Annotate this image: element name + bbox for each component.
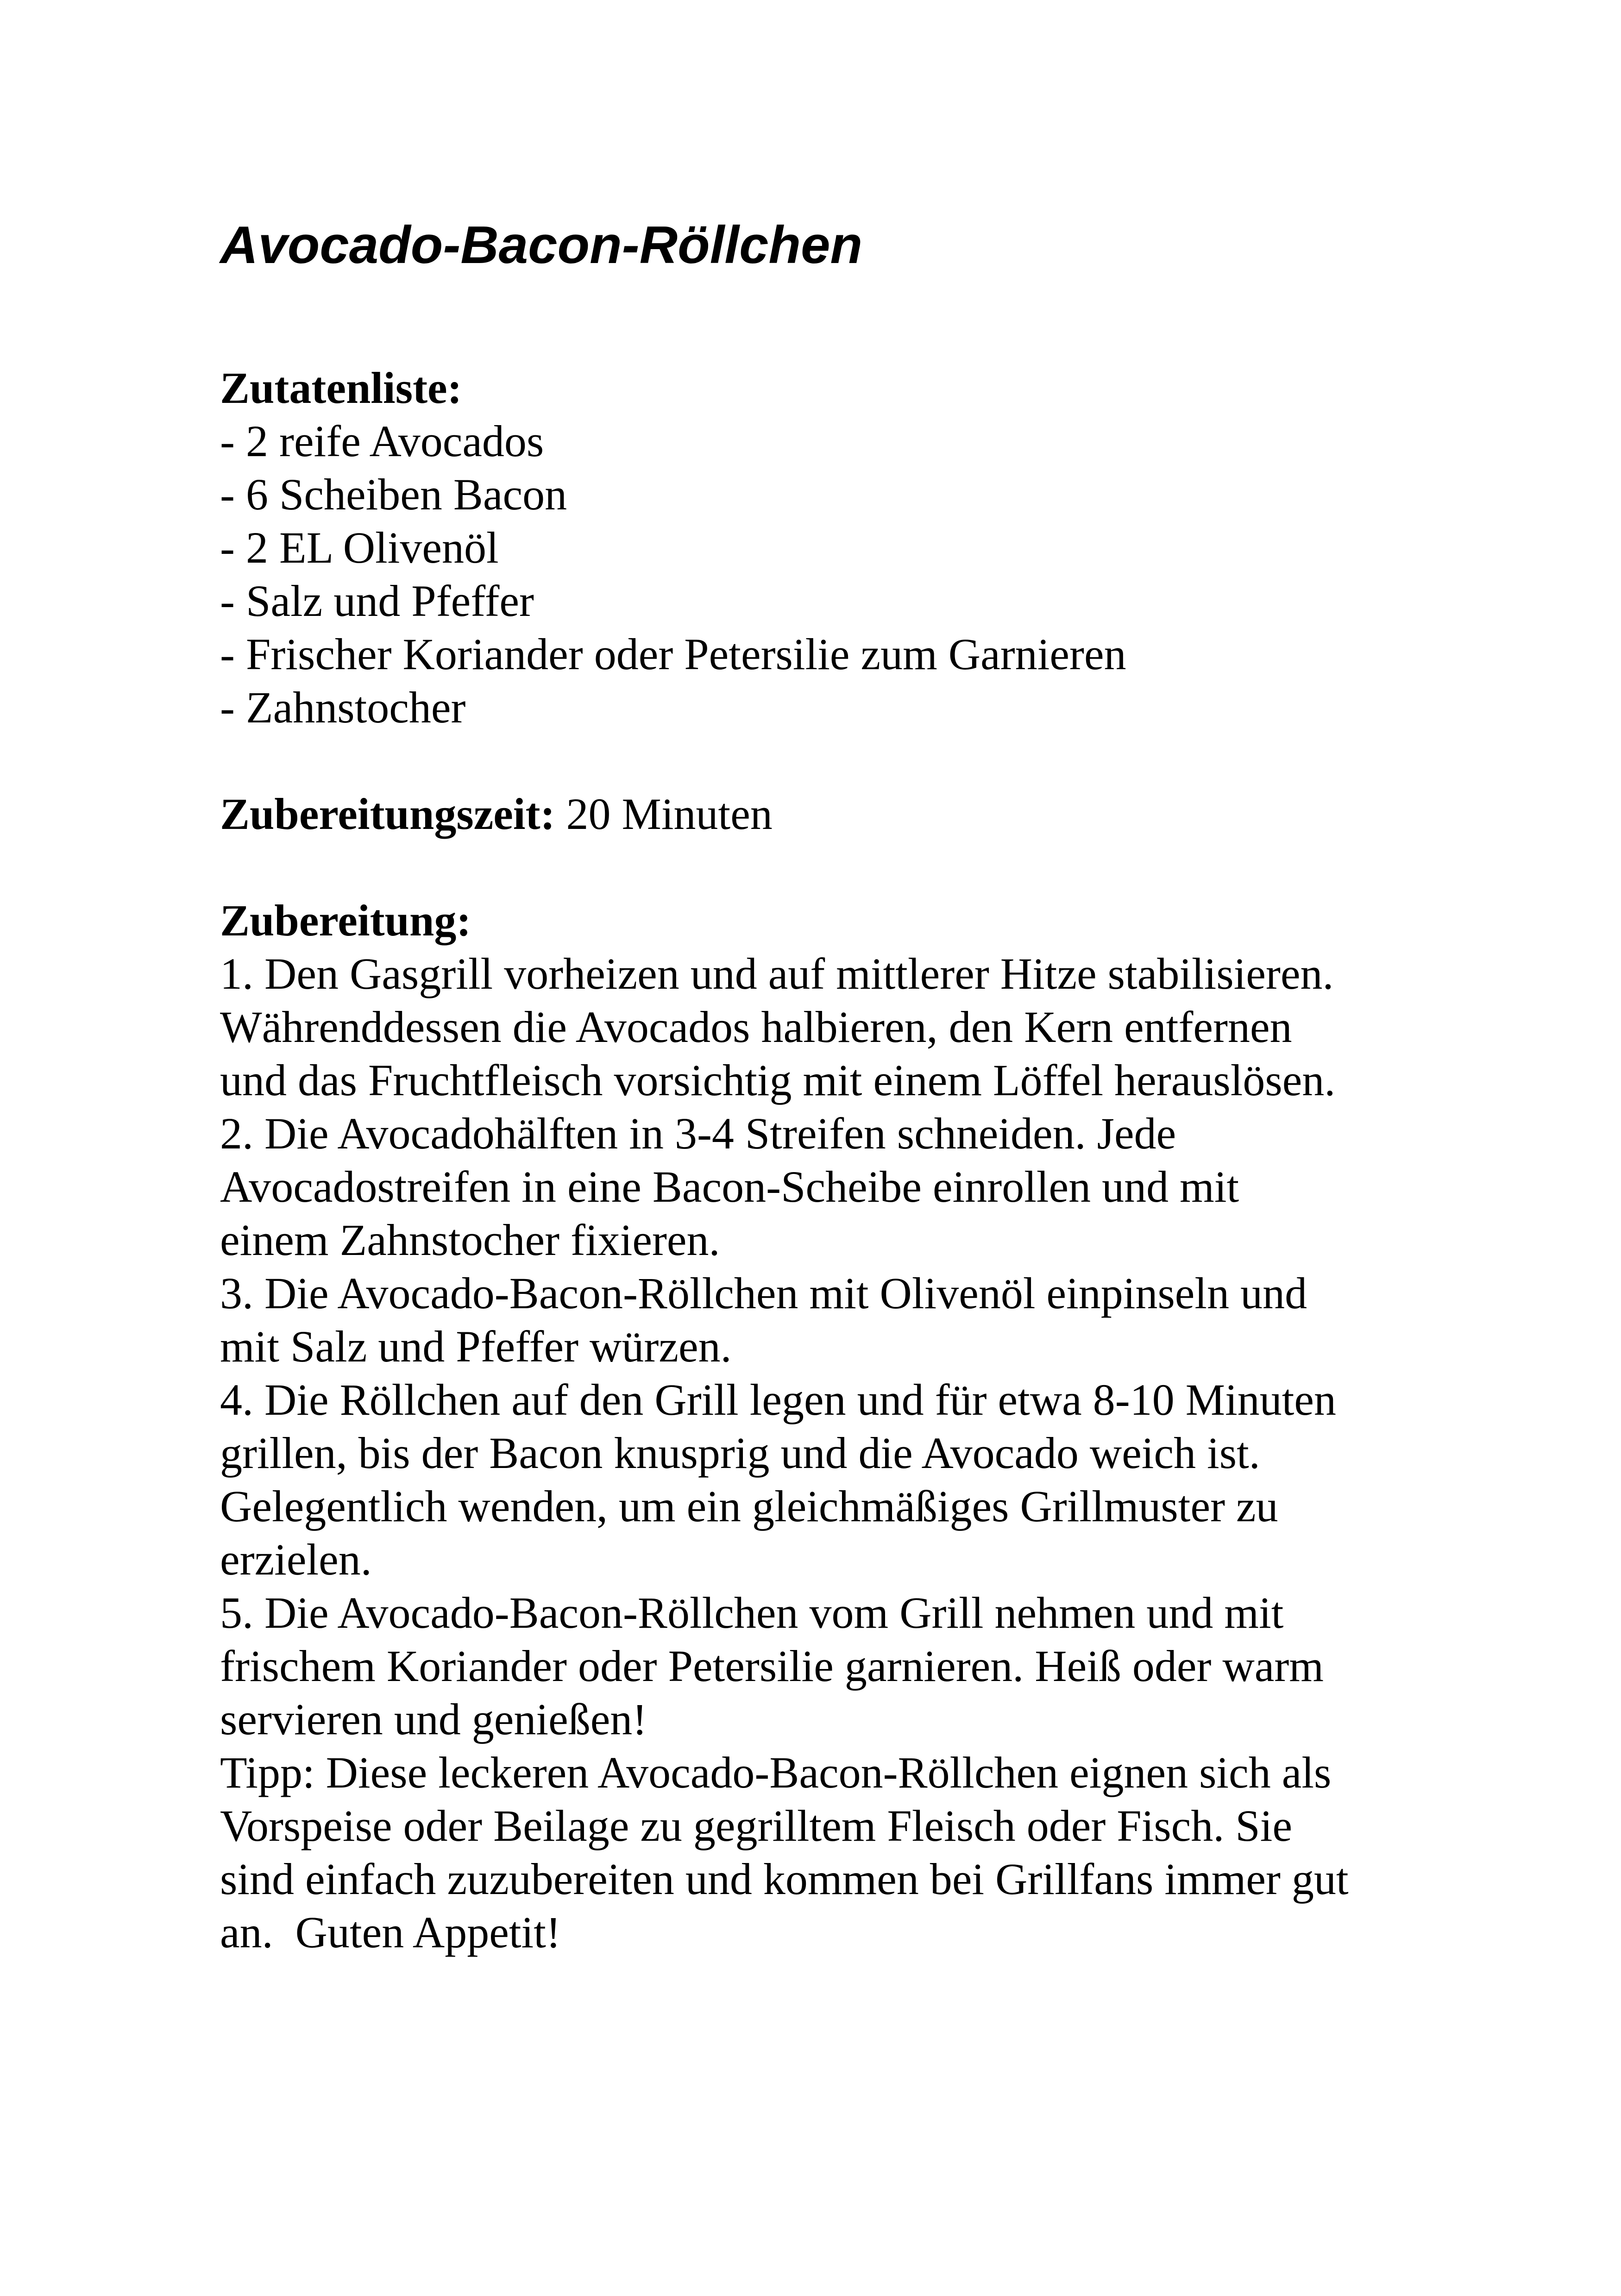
preparation-line: servieren und genießen! [220, 1694, 647, 1744]
preparation-line: einem Zahnstocher fixieren. [220, 1215, 720, 1265]
preparation-line: Avocadostreifen in eine Bacon-Scheibe einrollen und mit [220, 1162, 1239, 1211]
ingredient-item: - 2 EL Olivenöl [220, 523, 499, 572]
ingredients-heading: Zutatenliste: [220, 363, 462, 413]
preparation-line: 5. Die Avocado-Bacon-Röllchen vom Grill nehmen und mit [220, 1588, 1284, 1637]
preparation-line: grillen, bis der Bacon knusprig und die Avocado weich ist. [220, 1428, 1260, 1478]
preparation-line: 2. Die Avocadohälften in 3-4 Streifen schneiden. Jede [220, 1109, 1176, 1158]
preparation-line: 4. Die Röllchen auf den Grill legen und für etwa 8-10 Minuten [220, 1375, 1337, 1424]
preparation-section [220, 894, 1470, 1959]
ingredient-item: - 6 Scheiben Bacon [220, 470, 567, 519]
title-spacer [220, 278, 1470, 361]
ingredient-item: - Frischer Koriander oder Petersilie zum Garnieren [220, 629, 1126, 679]
recipe-content [220, 213, 1470, 1959]
ingredient-item: - Salz und Pfeffer [220, 576, 534, 626]
preparation-line: und das Fruchtfleisch vorsichtig mit einem Löffel herauslösen. [220, 1055, 1336, 1105]
preparation-line: Währenddessen die Avocados halbieren, den Kern entfernen [220, 1002, 1292, 1052]
tip-line: an. Guten Appetit! [220, 1907, 561, 1957]
preparation-line: Gelegentlich wenden, um ein gleichmäßiges Grillmuster zu [220, 1481, 1278, 1531]
ingredient-item: - Zahnstocher [220, 683, 466, 732]
preparation-line: mit Salz und Pfeffer würzen. [220, 1322, 732, 1371]
recipe-title: Avocado-Bacon-Röllchen [220, 216, 863, 275]
preparation-heading: Zubereitung: [220, 896, 471, 945]
tip-line: Vorspeise oder Beilage zu gegrilltem Fleisch oder Fisch. Sie [220, 1801, 1293, 1851]
preparation-line: 3. Die Avocado-Bacon-Röllchen mit Olivenöl einpinseln und [220, 1268, 1307, 1318]
ingredients-section [220, 361, 1470, 734]
tip-line: Tipp: Diese leckeren Avocado-Bacon-Röllchen eignen sich als [220, 1748, 1332, 1797]
ingredient-item: - 2 reife Avocados [220, 416, 544, 466]
tip-line: sind einfach zuzubereiten und kommen bei Grillfans immer gut [220, 1854, 1349, 1904]
prep-time-value: 20 Minuten [555, 789, 773, 839]
prep-time-section [220, 787, 1470, 841]
preparation-line: 1. Den Gasgrill vorheizen und auf mittlerer Hitze stabilisieren. [220, 949, 1334, 998]
prep-time-label: Zubereitungszeit: [220, 789, 555, 839]
section-spacer [220, 734, 1470, 787]
section-spacer [220, 841, 1470, 894]
preparation-line: erzielen. [220, 1535, 372, 1584]
prep-time-line [220, 787, 1470, 841]
preparation-line: frischem Koriander oder Petersilie garnieren. Heiß oder warm [220, 1641, 1324, 1691]
